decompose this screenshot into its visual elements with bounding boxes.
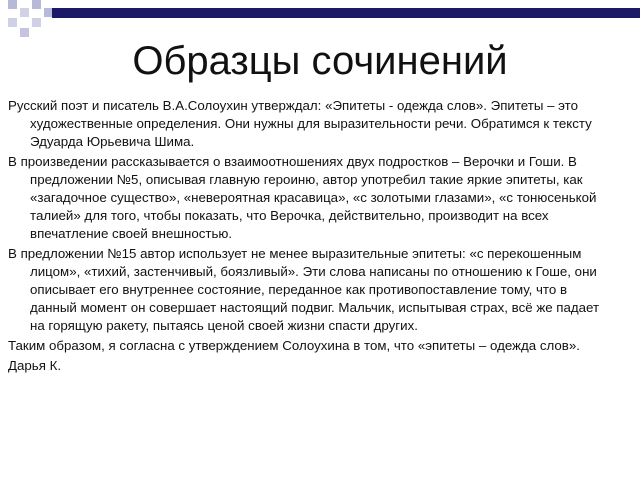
- paragraph: Русский поэт и писатель В.А.Солоухин утверждал: «Эпитеты - одежда слов». Эпитеты – это художественные определения. Они нужны для выразительности речи. Обратимся к тексту Эдуарда Юрьевича Шима.: [8, 98, 592, 149]
- slide-body: [8, 97, 608, 377]
- slide-title: Образцы сочинений: [132, 39, 508, 83]
- decor-square: [8, 18, 17, 27]
- decorative-squares: [0, 0, 70, 40]
- paragraph: В произведении рассказывается о взаимоотношениях двух подростков – Верочки и Гоши. В предложении №5, описывая главную героиню, автор употребил такие яркие эпитеты, как «загадочное существо», «невероятная красавица», «с золотыми глазами», «с тонюсенькой талией» для того, чтобы показать, что Верочка, действительно, производит на всех впечатление своей внешностью.: [8, 154, 597, 241]
- decor-square: [20, 28, 29, 37]
- decor-square: [32, 0, 41, 9]
- decor-square: [8, 0, 17, 9]
- decor-square: [20, 8, 29, 17]
- paragraph: Таким образом, я согласна с утверждением Солоухина в том, что «эпитеты – одежда слов».: [8, 338, 580, 353]
- author-signature: Дарья К.: [8, 358, 62, 373]
- paragraph: В предложении №15 автор использует не менее выразительные эпитеты: «с перекошенным лицом», «тихий, застенчивый, боязливый». Эти слова написаны по отношению к Гоше, они описывает его внутреннее состояние, переданное как противопоставление тому, что в данный момент он совершает настоящий подвиг. Мальчик, испытывая страх, всё же падает на горящую ракету, пытаясь ценой своей жизни спасти других.: [8, 246, 600, 333]
- header-bar: [52, 8, 640, 18]
- decor-square: [32, 18, 41, 27]
